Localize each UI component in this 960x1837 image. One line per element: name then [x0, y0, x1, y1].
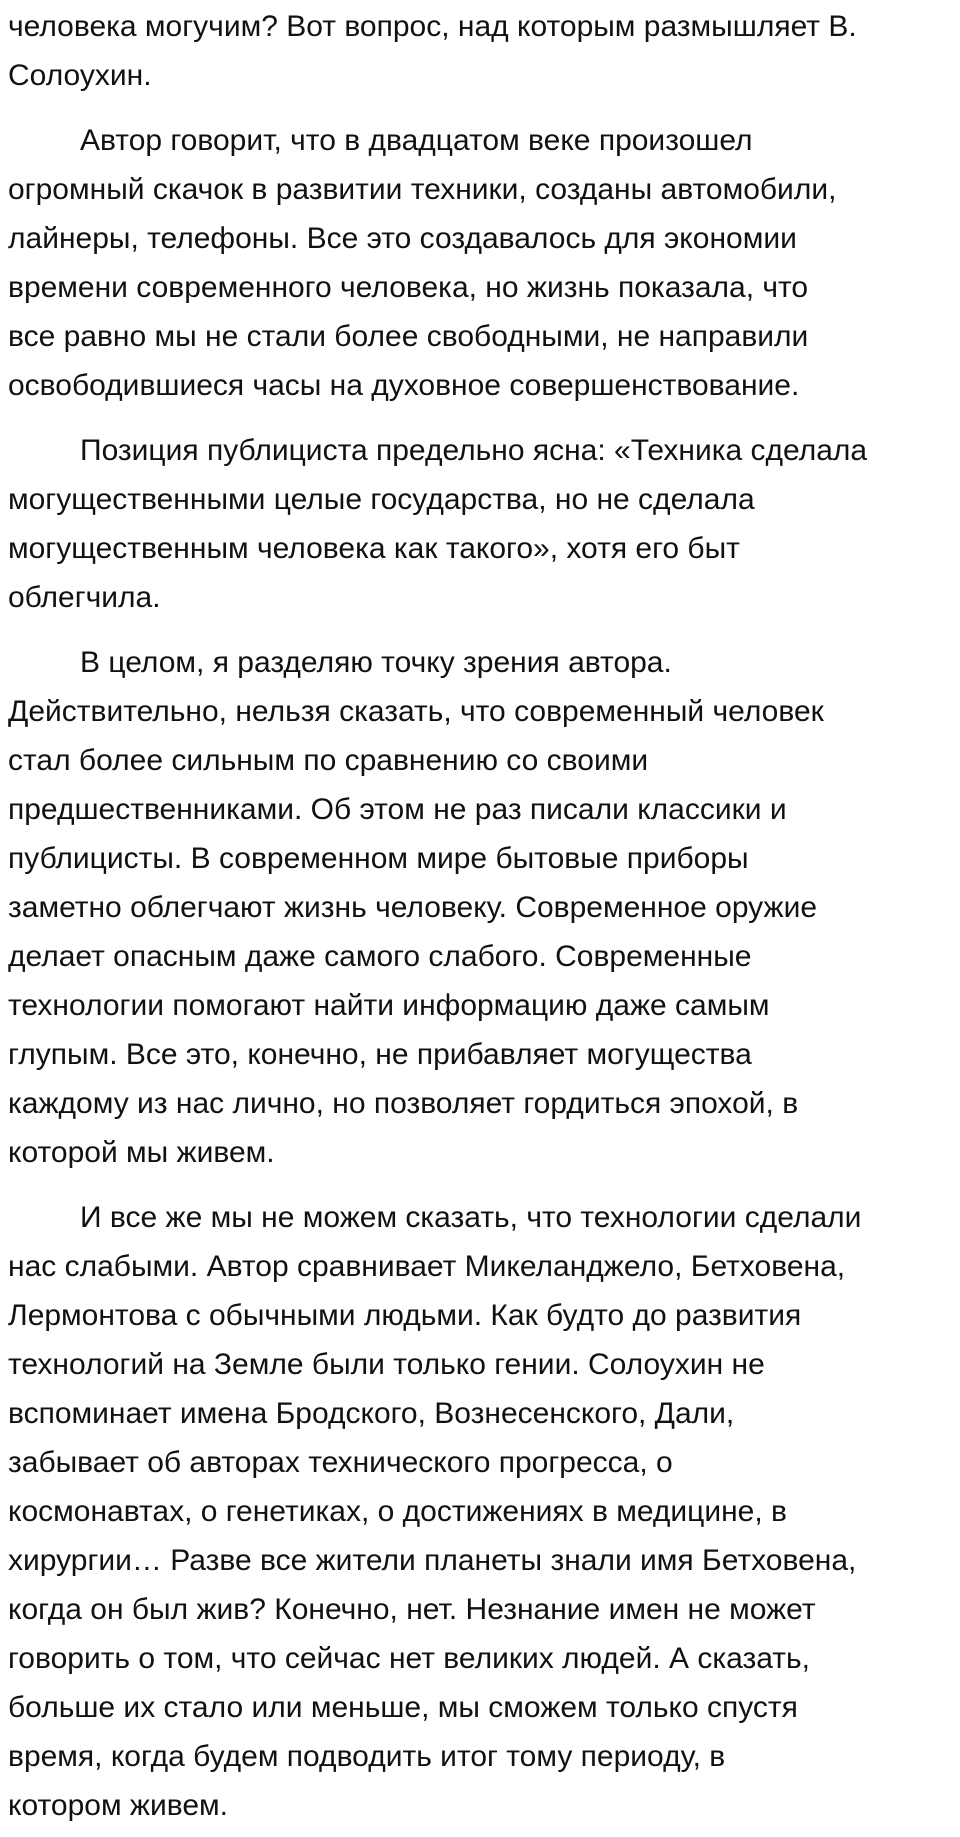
text-line: глупым. Все это, конечно, не прибавляет могущества — [8, 1038, 752, 1071]
text-line: стал более сильным по сравнению со своими — [8, 744, 649, 777]
text-line: технологии помогают найти информацию даже самым — [8, 989, 770, 1022]
text-line: Автор говорит, что в двадцатом веке произошел — [80, 124, 753, 157]
text-line: времени современного человека, но жизнь показала, что — [8, 271, 809, 304]
text-line: И все же мы не можем сказать, что технологии сделали — [80, 1201, 862, 1234]
text-line: время, когда будем подводить итог тому периоду, в — [8, 1740, 726, 1773]
paragraph-2 — [8, 116, 953, 410]
text-line: заметно облегчают жизнь человеку. Современное оружие — [8, 891, 818, 924]
text-line: каждому из нас лично, но позволяет гордиться эпохой, в — [8, 1087, 799, 1120]
text-line: космонавтах, о генетиках, о достижениях в медицине, в — [8, 1495, 787, 1528]
text-line: предшественниками. Об этом не раз писали классики и — [8, 793, 787, 826]
text-line: облегчила. — [8, 581, 161, 614]
text-line: Действительно, нельзя сказать, что современный человек — [8, 695, 824, 728]
text-line: могущественными целые государства, но не сделала — [8, 483, 755, 516]
paragraph-5 — [8, 1193, 953, 1830]
paragraph-4 — [8, 638, 953, 1177]
text-line: делает опасным даже самого слабого. Современные — [8, 940, 752, 973]
text-line: говорить о том, что сейчас нет великих людей. А сказать, — [8, 1642, 810, 1675]
paragraph-1 — [8, 2, 953, 100]
text-line: лайнеры, телефоны. Все это создавалось для экономии — [8, 222, 797, 255]
text-line: публицисты. В современном мире бытовые приборы — [8, 842, 749, 875]
text-line: которой мы живем. — [8, 1136, 275, 1169]
text-line: котором живем. — [8, 1789, 228, 1822]
text-line: Позиция публициста предельно ясна: «Техника сделала — [80, 434, 868, 467]
text-line: огромный скачок в развитии техники, созданы автомобили, — [8, 173, 837, 206]
text-line: вспоминает имена Бродского, Вознесенского, Дали, — [8, 1397, 735, 1430]
text-line: нас слабыми. Автор сравнивает Микеланджело, Бетховена, — [8, 1250, 846, 1283]
text-line: все равно мы не стали более свободными, не направили — [8, 320, 809, 353]
text-line: Лермонтова с обычными людьми. Как будто до развития — [8, 1299, 802, 1332]
text-line: хирургии… Разве все жители планеты знали имя Бетховена, — [8, 1544, 857, 1577]
text-line: когда он был жив? Конечно, нет. Незнание имен не может — [8, 1593, 816, 1626]
text-line: В целом, я разделяю точку зрения автора. — [80, 646, 672, 679]
text-line: освободившиеся часы на духовное совершенствование. — [8, 369, 800, 402]
text-line: Солоухин. — [8, 59, 152, 92]
text-line: человека могучим? Вот вопрос, над которым размышляет В. — [8, 10, 857, 43]
paragraph-3 — [8, 426, 953, 622]
text-line: технологий на Земле были только гении. Солоухин не — [8, 1348, 765, 1381]
text-line: могущественным человека как такого», хотя его быт — [8, 532, 740, 565]
text-line: забывает об авторах технического прогресса, о — [8, 1446, 673, 1479]
text-line: больше их стало или меньше, мы сможем только спустя — [8, 1691, 798, 1724]
